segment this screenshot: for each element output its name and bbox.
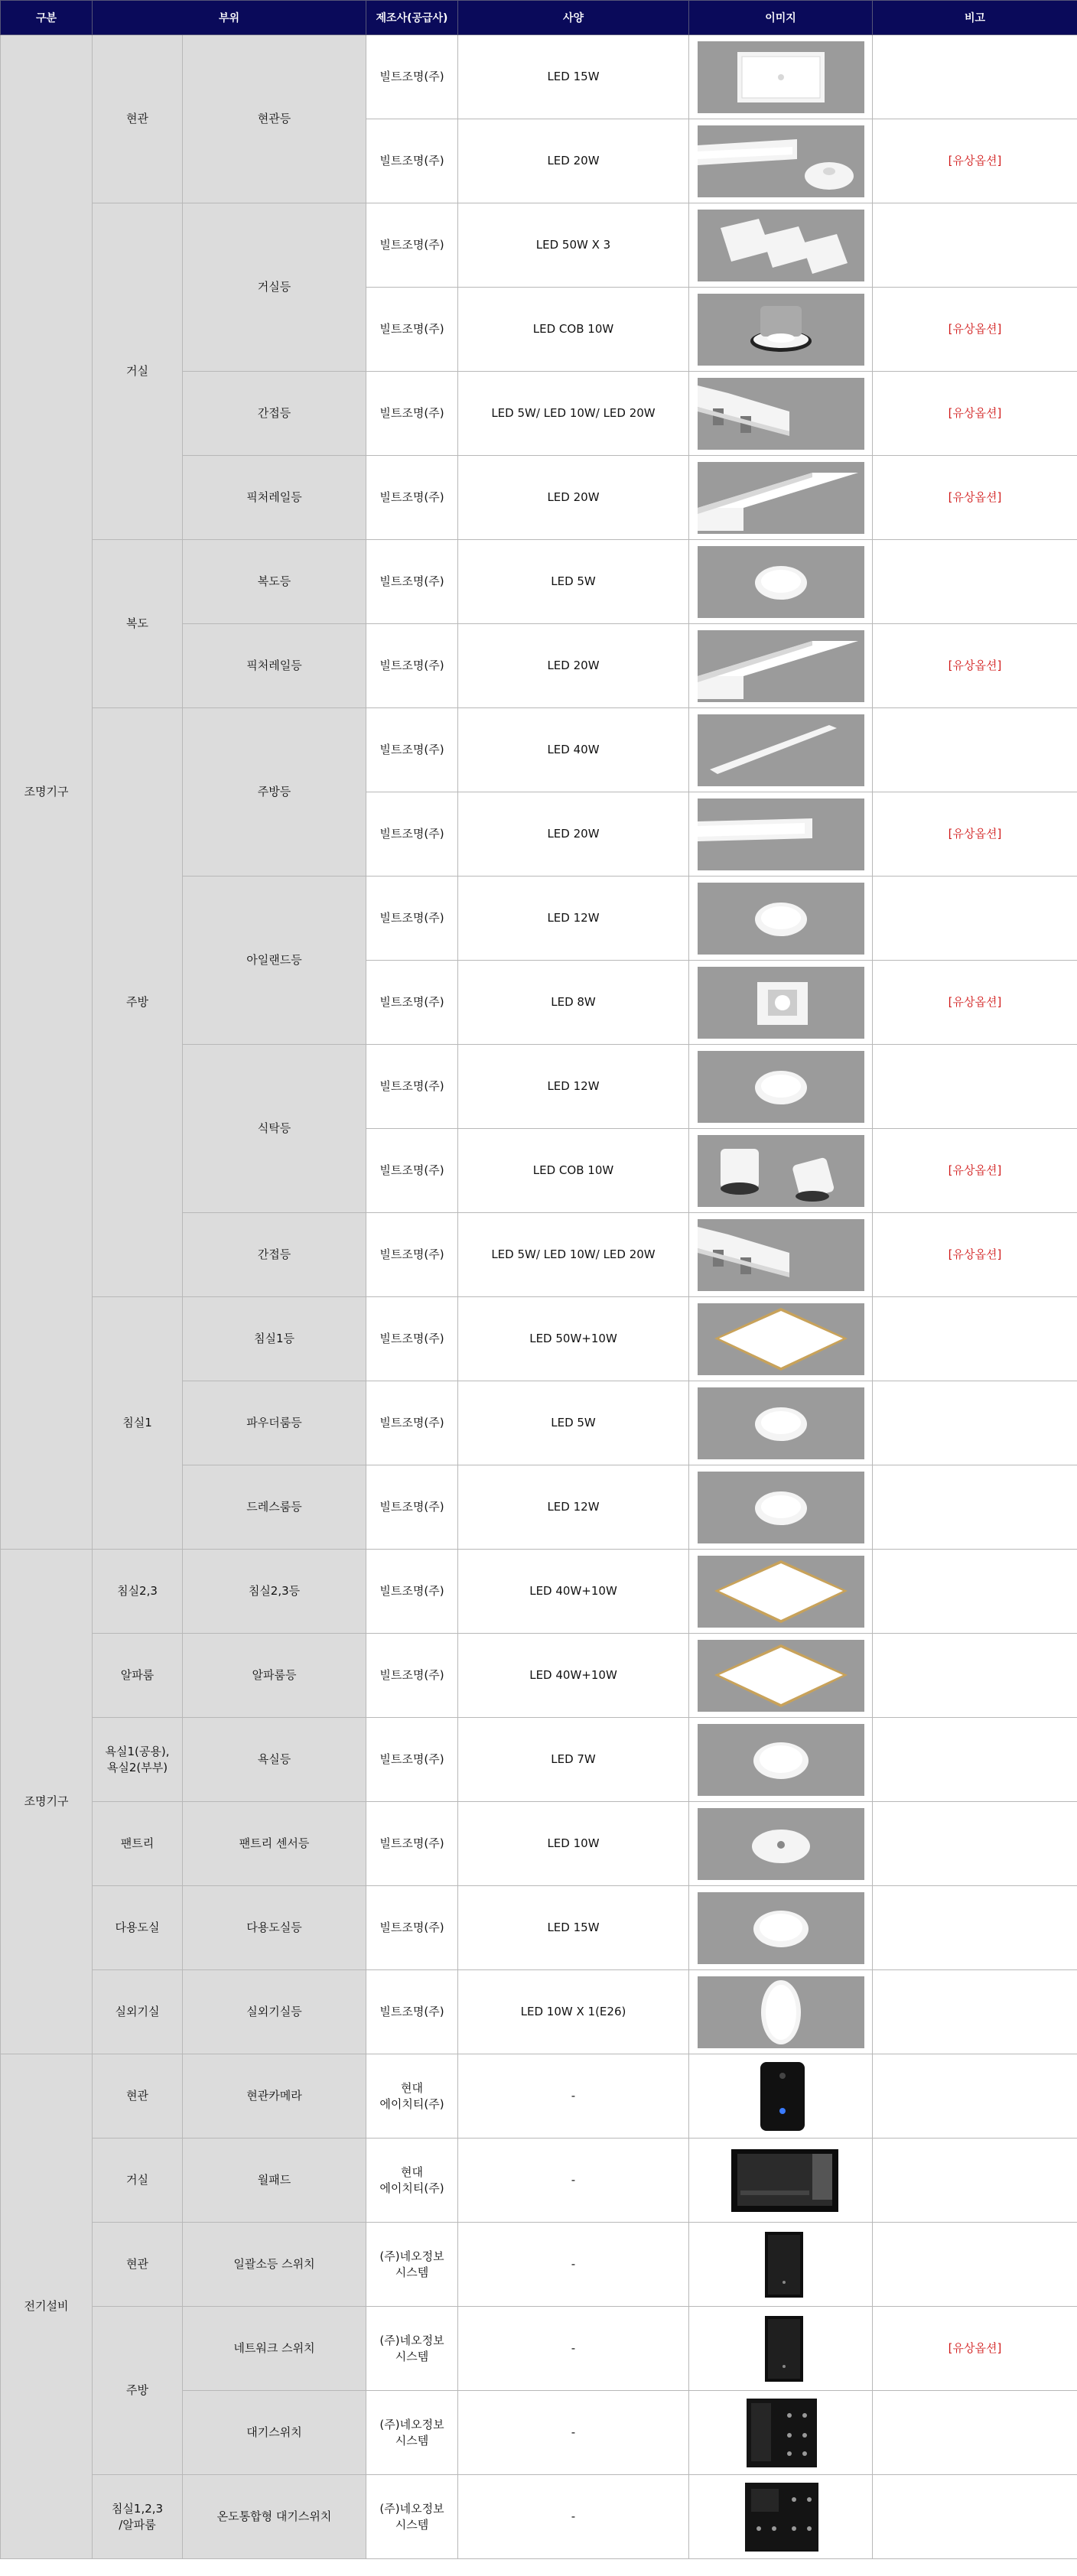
spec-cell: LED 10W X 1(E26) — [458, 1970, 689, 2054]
fixture-name-cell: 주방등 — [183, 708, 366, 877]
maker-cell: 빌트조명(주) — [366, 1213, 458, 1297]
note-cell: [유상옵션] — [873, 792, 1077, 877]
table-row — [1, 2139, 1077, 2223]
table-row — [1, 708, 1077, 792]
maker-cell: 현대 에이치티(주) — [366, 2054, 458, 2139]
image-cell — [689, 877, 873, 961]
spec-cell: LED 50W+10W — [458, 1297, 689, 1381]
spec-cell: LED 20W — [458, 624, 689, 708]
note-cell — [873, 540, 1077, 624]
round-ceiling-icon — [698, 1892, 864, 1964]
fixture-name-cell: 대기스위치 — [183, 2391, 366, 2475]
round-ceiling-icon — [698, 1724, 864, 1796]
spec-cell: LED 8W — [458, 961, 689, 1045]
maker-cell: 빌트조명(주) — [366, 1718, 458, 1802]
area-cell: 주방 — [93, 2307, 183, 2475]
image-cell — [689, 1297, 873, 1381]
category-cell: 조명기구 — [1, 35, 93, 1550]
maker-cell: 빌트조명(주) — [366, 540, 458, 624]
fixture-name-cell: 침실1등 — [183, 1297, 366, 1381]
image-cell — [689, 2475, 873, 2559]
note-cell — [873, 1634, 1077, 1718]
black-switch-icon — [698, 2313, 864, 2385]
area-cell: 침실1 — [93, 1297, 183, 1550]
linear-and-round-light-icon — [698, 125, 864, 197]
area-cell: 침실1,2,3 /알파룸 — [93, 2475, 183, 2559]
header-image: 이미지 — [689, 1, 873, 35]
spec-cell: LED 7W — [458, 1718, 689, 1802]
maker-cell: (주)네오정보 시스템 — [366, 2391, 458, 2475]
spec-cell: LED 5W/ LED 10W/ LED 20W — [458, 372, 689, 456]
note-cell — [873, 2223, 1077, 2307]
oval-bulkhead-icon — [698, 1976, 864, 2048]
image-cell — [689, 540, 873, 624]
image-cell — [689, 119, 873, 203]
maker-cell: 빌트조명(주) — [366, 1045, 458, 1129]
spec-cell: LED 5W/ LED 10W/ LED 20W — [458, 1213, 689, 1297]
note-cell — [873, 708, 1077, 792]
note-cell — [873, 1970, 1077, 2054]
fixture-name-cell: 침실2,3등 — [183, 1550, 366, 1634]
note-cell — [873, 1718, 1077, 1802]
fixture-name-cell: 월패드 — [183, 2139, 366, 2223]
image-cell — [689, 2391, 873, 2475]
square-gimbal-icon — [698, 967, 864, 1039]
note-cell: [유상옵션] — [873, 1213, 1077, 1297]
indirect-bar-icon — [698, 1219, 864, 1291]
round-downlight-icon — [698, 883, 864, 955]
maker-cell: 빌트조명(주) — [366, 1297, 458, 1381]
area-cell: 거실 — [93, 2139, 183, 2223]
maker-cell: 현대 에이치티(주) — [366, 2139, 458, 2223]
image-cell — [689, 1465, 873, 1550]
maker-cell: 빌트조명(주) — [366, 961, 458, 1045]
note-cell — [873, 1045, 1077, 1129]
note-cell — [873, 1550, 1077, 1634]
spec-cell: - — [458, 2139, 689, 2223]
image-cell — [689, 1970, 873, 2054]
image-cell — [689, 2307, 873, 2391]
area-cell: 욕실1(공용), 욕실2(부부) — [93, 1718, 183, 1802]
note-cell — [873, 1381, 1077, 1465]
standby-switch-icon — [698, 2397, 864, 2469]
area-cell: 현관 — [93, 2223, 183, 2307]
image-cell — [689, 624, 873, 708]
fixture-name-cell: 현관등 — [183, 35, 366, 203]
header-spec: 사양 — [458, 1, 689, 35]
note-cell: [유상옵션] — [873, 2307, 1077, 2391]
spec-cell: LED 50W X 3 — [458, 203, 689, 288]
fixture-name-cell: 일괄소등 스위치 — [183, 2223, 366, 2307]
round-downlight-icon — [698, 546, 864, 618]
maker-cell: 빌트조명(주) — [366, 203, 458, 288]
image-cell — [689, 288, 873, 372]
fixture-name-cell: 온도통합형 대기스위치 — [183, 2475, 366, 2559]
table-row — [1, 1718, 1077, 1802]
image-cell — [689, 1886, 873, 1970]
image-cell — [689, 1129, 873, 1213]
round-downlight-icon — [698, 1387, 864, 1459]
area-cell: 다용도실 — [93, 1886, 183, 1970]
spec-cell: LED 5W — [458, 540, 689, 624]
spec-cell: LED COB 10W — [458, 1129, 689, 1213]
image-cell — [689, 1802, 873, 1886]
fixture-name-cell: 욕실등 — [183, 1718, 366, 1802]
gold-edge-panel-icon — [698, 1303, 864, 1375]
image-cell — [689, 961, 873, 1045]
header-row — [1, 1, 1077, 35]
area-cell: 침실2,3 — [93, 1550, 183, 1634]
spec-cell: - — [458, 2054, 689, 2139]
area-cell: 실외기실 — [93, 1970, 183, 2054]
black-switch-icon — [698, 2229, 864, 2301]
spec-cell: LED 40W — [458, 708, 689, 792]
header-note: 비고 — [873, 1, 1077, 35]
cob-downlight-icon — [698, 294, 864, 366]
spot-cylinder-icon — [698, 1135, 864, 1207]
recessed-linear-icon — [698, 798, 864, 870]
image-cell — [689, 372, 873, 456]
maker-cell: (주)네오정보 시스템 — [366, 2307, 458, 2391]
table-row — [1, 1550, 1077, 1634]
note-cell — [873, 2139, 1077, 2223]
spec-cell: - — [458, 2475, 689, 2559]
maker-cell: 빌트조명(주) — [366, 1886, 458, 1970]
fixture-name-cell: 복도등 — [183, 540, 366, 624]
image-cell — [689, 1550, 873, 1634]
maker-cell: 빌트조명(주) — [366, 1970, 458, 2054]
table-row — [1, 1970, 1077, 2054]
image-cell — [689, 1045, 873, 1129]
door-camera-icon — [698, 2060, 864, 2132]
maker-cell: 빌트조명(주) — [366, 119, 458, 203]
image-cell — [689, 1213, 873, 1297]
note-cell: [유상옵션] — [873, 456, 1077, 540]
maker-cell: 빌트조명(주) — [366, 1634, 458, 1718]
image-cell — [689, 2223, 873, 2307]
fixture-name-cell: 식탁등 — [183, 1045, 366, 1213]
area-cell: 주방 — [93, 708, 183, 1297]
note-cell — [873, 1802, 1077, 1886]
image-cell — [689, 456, 873, 540]
maker-cell: 빌트조명(주) — [366, 624, 458, 708]
note-cell — [873, 877, 1077, 961]
table-row — [1, 540, 1077, 624]
note-cell: [유상옵션] — [873, 624, 1077, 708]
flat-square-panel-icon — [698, 41, 864, 113]
table-row — [1, 2475, 1077, 2559]
image-cell — [689, 1381, 873, 1465]
maker-cell: 빌트조명(주) — [366, 1129, 458, 1213]
maker-cell: 빌트조명(주) — [366, 1550, 458, 1634]
maker-cell: 빌트조명(주) — [366, 35, 458, 119]
area-cell: 복도 — [93, 540, 183, 708]
spec-cell: LED 5W — [458, 1381, 689, 1465]
maker-cell: (주)네오정보 시스템 — [366, 2475, 458, 2559]
fixture-name-cell: 팬트리 센서등 — [183, 1802, 366, 1886]
spec-cell: LED 12W — [458, 877, 689, 961]
fixture-name-cell: 간접등 — [183, 1213, 366, 1297]
spec-cell: - — [458, 2223, 689, 2307]
table-row — [1, 203, 1077, 288]
table-row — [1, 1802, 1077, 1886]
note-cell — [873, 1465, 1077, 1550]
header-location: 부위 — [93, 1, 366, 35]
spec-cell: - — [458, 2391, 689, 2475]
area-cell: 팬트리 — [93, 1802, 183, 1886]
slim-linear-icon — [698, 714, 864, 786]
triple-panel-icon — [698, 210, 864, 281]
indirect-bar-icon — [698, 378, 864, 450]
spec-cell: LED 15W — [458, 1886, 689, 1970]
area-cell: 알파룸 — [93, 1634, 183, 1718]
image-cell — [689, 708, 873, 792]
maker-cell: 빌트조명(주) — [366, 1381, 458, 1465]
thermo-switch-icon — [698, 2481, 864, 2553]
image-cell — [689, 35, 873, 119]
note-cell — [873, 1297, 1077, 1381]
table-row — [1, 1297, 1077, 1381]
header-maker: 제조사(공급사) — [366, 1, 458, 35]
note-cell: [유상옵션] — [873, 288, 1077, 372]
picture-rail-icon — [698, 630, 864, 702]
maker-cell: (주)네오정보 시스템 — [366, 2223, 458, 2307]
maker-cell: 빌트조명(주) — [366, 456, 458, 540]
spec-cell: LED 40W+10W — [458, 1550, 689, 1634]
gold-edge-panel-icon — [698, 1640, 864, 1712]
wallpad-icon — [698, 2145, 864, 2217]
table-row — [1, 1886, 1077, 1970]
note-cell: [유상옵션] — [873, 372, 1077, 456]
fixture-name-cell: 간접등 — [183, 372, 366, 456]
maker-cell: 빌트조명(주) — [366, 792, 458, 877]
image-cell — [689, 2139, 873, 2223]
table-row — [1, 2307, 1077, 2391]
fixture-name-cell: 네트워크 스위치 — [183, 2307, 366, 2391]
round-downlight-icon — [698, 1051, 864, 1123]
maker-cell: 빌트조명(주) — [366, 708, 458, 792]
table-row — [1, 35, 1077, 119]
fixture-name-cell: 현관카메라 — [183, 2054, 366, 2139]
round-downlight-icon — [698, 1472, 864, 1543]
maker-cell: 빌트조명(주) — [366, 372, 458, 456]
area-cell: 현관 — [93, 35, 183, 203]
fixture-name-cell: 거실등 — [183, 203, 366, 372]
gold-edge-panel-icon — [698, 1556, 864, 1628]
table-row — [1, 2054, 1077, 2139]
spec-cell: LED 12W — [458, 1045, 689, 1129]
image-cell — [689, 1634, 873, 1718]
area-cell: 현관 — [93, 2054, 183, 2139]
note-cell — [873, 203, 1077, 288]
spec-cell: - — [458, 2307, 689, 2391]
spec-cell: LED COB 10W — [458, 288, 689, 372]
image-cell — [689, 792, 873, 877]
note-cell — [873, 35, 1077, 119]
table-row — [1, 2223, 1077, 2307]
category-cell: 전기설비 — [1, 2054, 93, 2559]
fixture-name-cell: 픽처레일등 — [183, 624, 366, 708]
fixture-name-cell: 다용도실등 — [183, 1886, 366, 1970]
image-cell — [689, 2054, 873, 2139]
header-category: 구분 — [1, 1, 93, 35]
note-cell: [유상옵션] — [873, 961, 1077, 1045]
maker-cell: 빌트조명(주) — [366, 1465, 458, 1550]
note-cell — [873, 2475, 1077, 2559]
image-cell — [689, 1718, 873, 1802]
note-cell — [873, 2391, 1077, 2475]
fixture-name-cell: 파우더룸등 — [183, 1381, 366, 1465]
spec-cell: LED 15W — [458, 35, 689, 119]
maker-cell: 빌트조명(주) — [366, 1802, 458, 1886]
table-row — [1, 1634, 1077, 1718]
fixture-name-cell: 드레스룸등 — [183, 1465, 366, 1550]
spec-cell: LED 20W — [458, 456, 689, 540]
fixture-name-cell: 알파룸등 — [183, 1634, 366, 1718]
spec-cell: LED 40W+10W — [458, 1634, 689, 1718]
picture-rail-icon — [698, 462, 864, 534]
fixture-name-cell: 실외기실등 — [183, 1970, 366, 2054]
note-cell — [873, 2054, 1077, 2139]
spec-cell: LED 20W — [458, 792, 689, 877]
spec-cell: LED 12W — [458, 1465, 689, 1550]
note-cell: [유상옵션] — [873, 1129, 1077, 1213]
note-cell — [873, 1886, 1077, 1970]
image-cell — [689, 203, 873, 288]
fixture-name-cell: 픽처레일등 — [183, 456, 366, 540]
note-cell: [유상옵션] — [873, 119, 1077, 203]
fixture-name-cell: 아일랜드등 — [183, 877, 366, 1045]
maker-cell: 빌트조명(주) — [366, 877, 458, 961]
area-cell: 거실 — [93, 203, 183, 540]
maker-cell: 빌트조명(주) — [366, 288, 458, 372]
category-cell: 조명기구 — [1, 1550, 93, 2054]
spec-cell: LED 10W — [458, 1802, 689, 1886]
sensor-light-icon — [698, 1808, 864, 1880]
spec-cell: LED 20W — [458, 119, 689, 203]
